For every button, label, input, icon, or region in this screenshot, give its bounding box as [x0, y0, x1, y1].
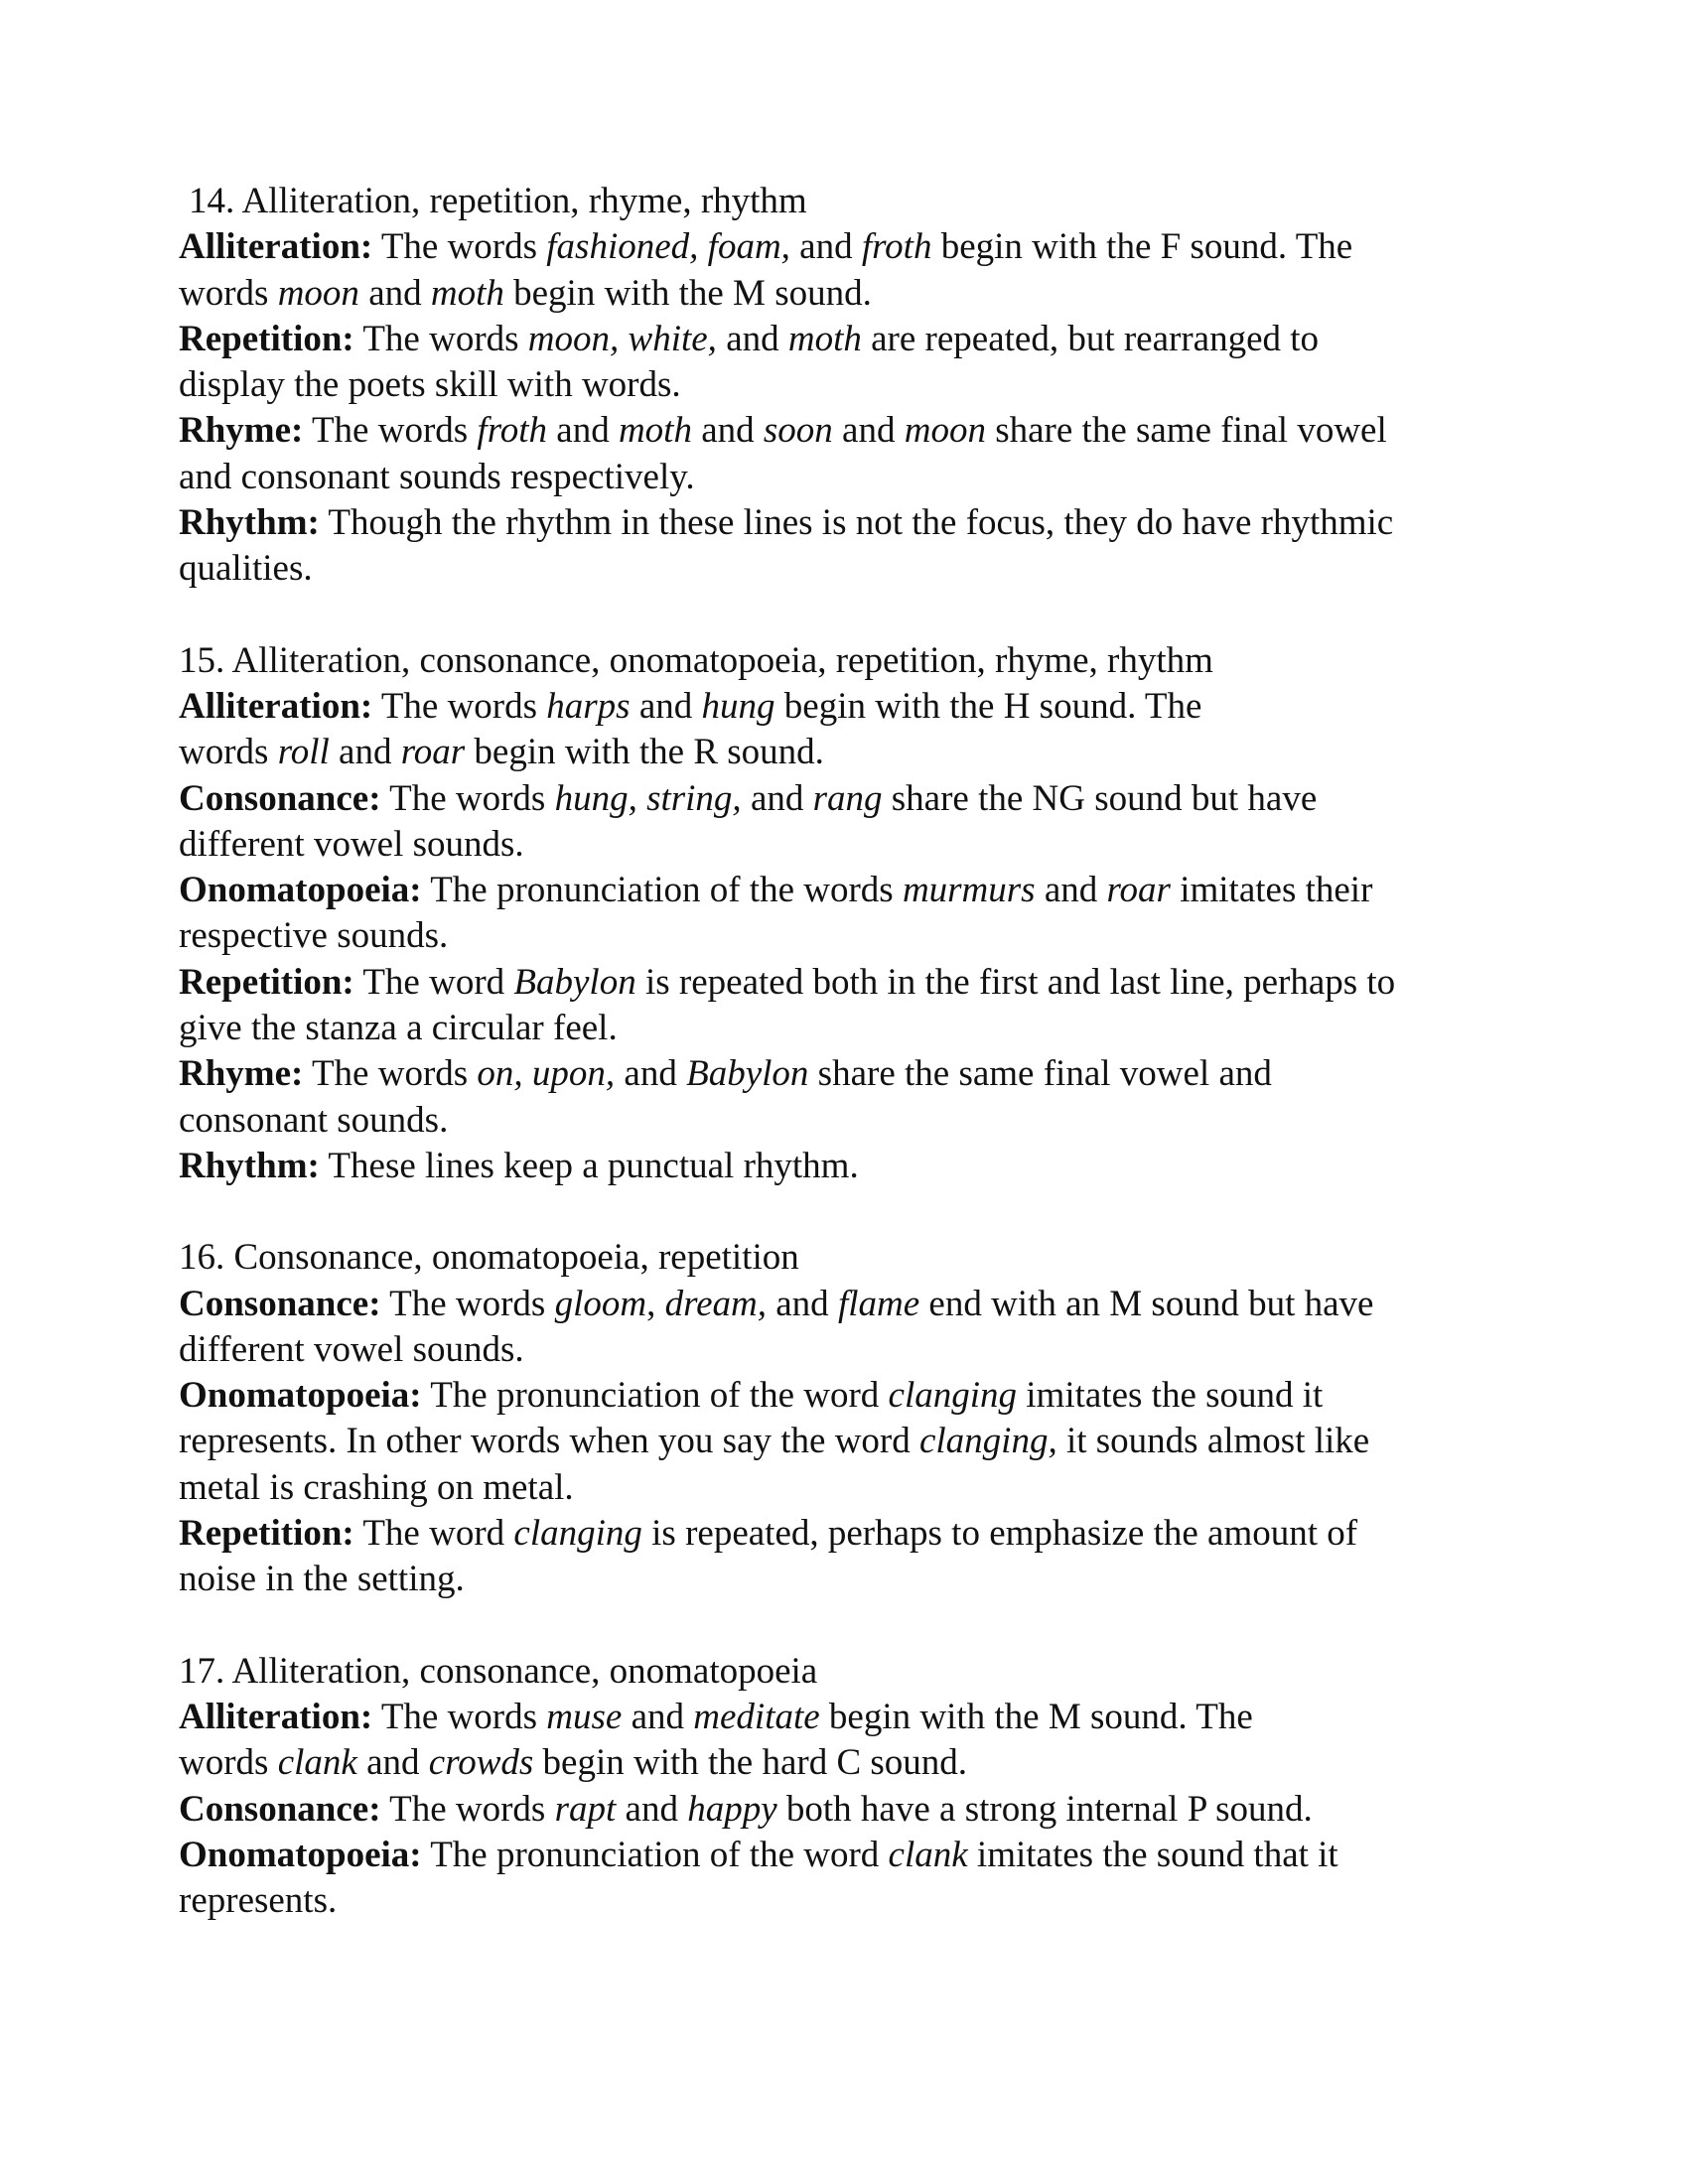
example-word: flame: [837, 1283, 920, 1324]
example-word: clank: [277, 1742, 357, 1784]
example-word: roar: [400, 732, 466, 773]
device-term: Alliteration:: [179, 685, 373, 727]
device-term: Repetition:: [179, 1513, 354, 1555]
device-entry-repetition: [179, 317, 1509, 409]
explanation-text: These lines keep a punctual rhythm.: [319, 1145, 859, 1186]
explanation-text: words: [179, 272, 278, 314]
explanation-text: and: [741, 777, 813, 819]
section-heading: 17. Alliteration, consonance, onomatopoeia: [179, 1650, 818, 1692]
explanation-text: and: [716, 318, 788, 359]
entry-line: [179, 822, 1509, 868]
example-word: hung, string,: [554, 777, 742, 819]
device-entry-consonance: [179, 776, 1509, 869]
example-word: harps: [546, 685, 631, 727]
entry-line: [179, 1373, 1509, 1419]
entry-line: [179, 1878, 1509, 1924]
explanation-text: and: [691, 410, 764, 452]
entry-line: [179, 868, 1509, 913]
explanation-text: is repeated both in the first and last line, perhaps to: [635, 961, 1396, 1003]
entry-line: [179, 960, 1509, 1006]
answer-section: [179, 1235, 1509, 1602]
device-entry-alliteration: [179, 1695, 1509, 1787]
entry-line: [179, 408, 1509, 454]
device-entry-rhyme: [179, 1051, 1509, 1144]
example-word: crowds: [428, 1742, 534, 1784]
section-heading: 15. Alliteration, consonance, onomatopoeia, repetition, rhyme, rhythm: [179, 639, 1213, 681]
entry-line: [179, 1695, 1509, 1740]
device-entry-onomatopoeia: [179, 1833, 1509, 1925]
explanation-text: The pronunciation of the word: [421, 1834, 889, 1875]
explanation-text: The words: [380, 1283, 555, 1324]
answer-section: [179, 1649, 1509, 1925]
explanation-text: The word: [353, 1513, 514, 1555]
device-entry-consonance: [179, 1787, 1509, 1833]
example-word: moth: [430, 272, 504, 314]
entry-line: [179, 362, 1509, 408]
entry-line: [179, 224, 1509, 270]
explanation-text: it sounds almost like: [1056, 1421, 1370, 1462]
example-word: clanging,: [918, 1421, 1057, 1462]
explanation-text: begin with the M sound.: [503, 272, 872, 314]
explanation-text: represents.: [179, 1880, 338, 1922]
example-word: dream,: [664, 1283, 767, 1324]
explanation-text: The words: [303, 410, 478, 452]
entry-line: [179, 684, 1509, 730]
example-word: meditate: [693, 1696, 820, 1737]
explanation-text: give the stanza a circular feel.: [179, 1008, 618, 1049]
explanation-text: and: [356, 1742, 429, 1784]
entry-line: [179, 1740, 1509, 1786]
explanation-text: and: [789, 226, 862, 268]
explanation-text: share the same final vowel and: [808, 1053, 1272, 1095]
device-entry-rhythm: [179, 500, 1509, 593]
explanation-text: consonant sounds.: [179, 1099, 449, 1141]
entry-line: [179, 730, 1509, 775]
entry-line: [179, 1327, 1509, 1373]
entry-line: [179, 500, 1509, 546]
explanation-text: qualities.: [179, 548, 313, 590]
explanation-text: begin with the F sound. The: [931, 226, 1353, 268]
explanation-text: The words: [380, 777, 555, 819]
entry-line: [179, 317, 1509, 362]
device-term: Rhythm:: [179, 502, 320, 544]
explanation-text: is repeated, perhaps to emphasize the amount of: [641, 1513, 1358, 1555]
example-word: rapt: [554, 1788, 617, 1830]
device-term: Onomatopoeia:: [179, 1834, 422, 1875]
example-word: moth: [618, 410, 692, 452]
explanation-text: and: [616, 1788, 688, 1830]
entry-line: [179, 1006, 1509, 1051]
explanation-text: The words: [353, 318, 528, 359]
example-word: muse: [546, 1696, 623, 1737]
device-term: Onomatopoeia:: [179, 870, 422, 911]
device-entry-rhythm: [179, 1144, 1509, 1189]
explanation-text: noise in the setting.: [179, 1559, 465, 1600]
explanation-text: and: [767, 1283, 838, 1324]
explanation-text: end with an M sound but have: [919, 1283, 1374, 1324]
explanation-text: Though the rhythm in these lines is not the focus, they do have rhythmic: [319, 502, 1394, 544]
entry-line: [179, 1282, 1509, 1327]
explanation-text: words: [179, 732, 278, 773]
explanation-text: display the poets skill with words.: [179, 364, 681, 406]
example-word: clanging: [513, 1513, 642, 1555]
explanation-text: The words: [372, 685, 547, 727]
explanation-text: metal is crashing on metal.: [179, 1466, 574, 1508]
answer-section: [179, 638, 1509, 1190]
explanation-text: The words: [303, 1053, 478, 1095]
explanation-text: begin with the R sound.: [465, 732, 824, 773]
explanation-text: and: [832, 410, 905, 452]
device-entry-repetition: [179, 1511, 1509, 1603]
explanation-text: begin with the M sound. The: [819, 1696, 1253, 1737]
entry-line: [179, 546, 1509, 592]
device-entry-onomatopoeia: [179, 1373, 1509, 1511]
device-term: Rhyme:: [179, 1053, 304, 1095]
device-entry-onomatopoeia: [179, 868, 1509, 960]
example-word: rang: [812, 777, 883, 819]
entry-line: [179, 271, 1509, 317]
example-word: moon, white,: [527, 318, 717, 359]
example-word: gloom: [554, 1283, 647, 1324]
answer-section: [179, 179, 1509, 593]
explanation-text: different vowel sounds.: [179, 1328, 524, 1370]
device-term: Rhythm:: [179, 1145, 320, 1186]
example-word: froth: [861, 226, 932, 268]
explanation-text: The pronunciation of the words: [421, 870, 903, 911]
explanation-text: and: [1035, 870, 1107, 911]
example-word: on, upon,: [477, 1053, 616, 1095]
explanation-text: and: [547, 410, 619, 452]
example-word: clank: [888, 1834, 968, 1875]
example-word: roll: [277, 732, 330, 773]
explanation-text: ,: [646, 1283, 665, 1324]
example-word: moth: [787, 318, 862, 359]
explanation-text: and: [615, 1053, 687, 1095]
explanation-text: and: [329, 732, 401, 773]
example-word: murmurs: [902, 870, 1036, 911]
entry-line: [179, 1051, 1509, 1097]
explanation-text: are repeated, but rearranged to: [861, 318, 1320, 359]
explanation-text: and: [630, 685, 702, 727]
explanation-text: imitates their: [1170, 870, 1373, 911]
example-word: froth: [477, 410, 548, 452]
device-term: Alliteration:: [179, 226, 373, 268]
explanation-text: share the NG sound but have: [882, 777, 1318, 819]
answer-key-content: [179, 179, 1509, 1970]
explanation-text: The words: [372, 226, 547, 268]
explanation-text: The words: [380, 1788, 555, 1830]
entry-line: [179, 776, 1509, 822]
explanation-text: begin with the H sound. The: [774, 685, 1202, 727]
explanation-text: imitates the sound that it: [967, 1834, 1338, 1875]
device-term: Rhyme:: [179, 410, 304, 452]
explanation-text: respective sounds.: [179, 915, 449, 957]
section-heading: 16. Consonance, onomatopoeia, repetition: [179, 1237, 799, 1279]
explanation-text: both have a strong internal P sound.: [776, 1788, 1313, 1830]
explanation-text: imitates the sound it: [1017, 1375, 1324, 1417]
example-word: soon: [763, 410, 833, 452]
example-word: Babylon: [686, 1053, 809, 1095]
section-heading: 14. Alliteration, repetition, rhyme, rhythm: [189, 181, 807, 221]
device-term: Consonance:: [179, 777, 381, 819]
entry-line: [179, 455, 1509, 500]
example-word: hung: [701, 685, 775, 727]
device-term: Consonance:: [179, 1283, 381, 1324]
device-term: Repetition:: [179, 961, 354, 1003]
example-word: roar: [1106, 870, 1171, 911]
explanation-text: and consonant sounds respectively.: [179, 456, 695, 497]
explanation-text: different vowel sounds.: [179, 823, 524, 865]
device-term: Alliteration:: [179, 1696, 373, 1737]
device-entry-alliteration: [179, 224, 1509, 317]
device-term: Onomatopoeia:: [179, 1375, 422, 1417]
device-entry-repetition: [179, 960, 1509, 1052]
device-entry-alliteration: [179, 684, 1509, 776]
example-word: moon: [904, 410, 986, 452]
explanation-text: words: [179, 1742, 278, 1784]
example-word: happy: [687, 1788, 777, 1830]
explanation-text: The words: [372, 1696, 547, 1737]
explanation-text: and: [358, 272, 431, 314]
device-term: Consonance:: [179, 1788, 381, 1830]
example-word: fashioned, foam,: [546, 226, 790, 268]
explanation-text: and: [622, 1696, 694, 1737]
entry-line: [179, 1465, 1509, 1511]
entry-line: [179, 1419, 1509, 1464]
device-entry-rhyme: [179, 408, 1509, 500]
device-entry-consonance: [179, 1282, 1509, 1374]
entry-line: [179, 1833, 1509, 1878]
explanation-text: The pronunciation of the word: [421, 1375, 889, 1417]
entry-line: [179, 913, 1509, 959]
example-word: Babylon: [513, 961, 636, 1003]
example-word: moon: [277, 272, 359, 314]
entry-line: [179, 1787, 1509, 1833]
example-word: clanging: [888, 1375, 1018, 1417]
entry-line: [179, 1144, 1509, 1189]
device-term: Repetition:: [179, 318, 354, 359]
explanation-text: share the same final vowel: [985, 410, 1387, 452]
entry-line: [179, 1557, 1509, 1602]
explanation-text: begin with the hard C sound.: [533, 1742, 968, 1784]
explanation-text: The word: [353, 961, 514, 1003]
entry-line: [179, 1098, 1509, 1144]
entry-line: [179, 1511, 1509, 1557]
explanation-text: represents. In other words when you say the word: [179, 1421, 919, 1462]
